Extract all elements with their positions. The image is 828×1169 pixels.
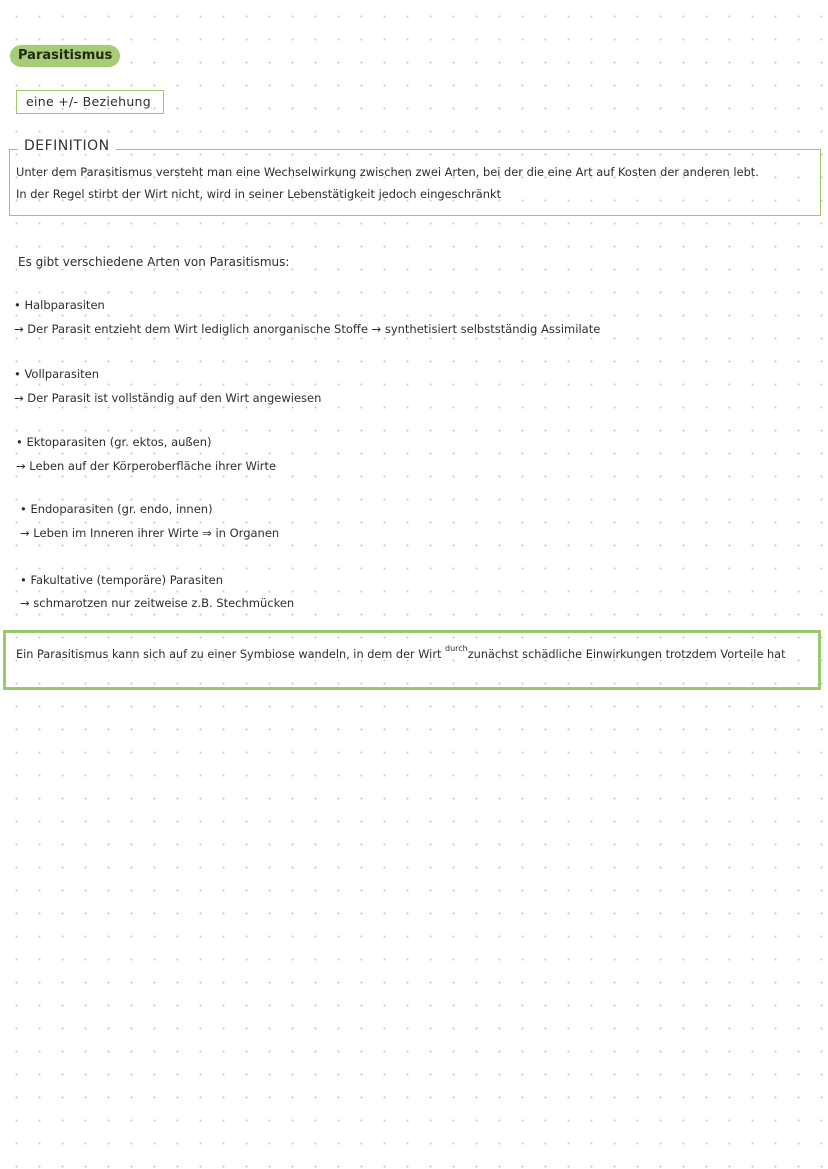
type-description: → Leben auf der Körperoberfläche ihrer Wirte — [16, 459, 277, 473]
intro-text: Es gibt verschiedene Arten von Parasitismus: — [18, 255, 290, 269]
definition-line: In der Regel stirbt der Wirt nicht, wird in seiner Lebenstätigkeit jedoch eingeschränkt — [16, 187, 502, 201]
type-name: • Ektoparasiten (gr. ektos, außen) — [16, 435, 212, 449]
summary-text-start: Ein Parasitismus kann sich auf zu einer Symbiose wandeln, in dem der Wirt — [16, 648, 445, 661]
definition-line: Unter dem Parasitismus versteht man eine Wechselwirkung zwischen zwei Arten, bei der die eine Art auf Kosten der anderen lebt. — [16, 165, 759, 179]
type-description: → Der Parasit ist vollständig auf den Wirt angewiesen — [14, 391, 322, 405]
type-description: → Leben im Inneren ihrer Wirte ⇒ in Organen — [20, 526, 280, 540]
summary-insertion: durch — [445, 644, 468, 653]
type-description: → schmarotzen nur zeitweise z.B. Stechmücken — [20, 596, 295, 610]
page-title: Parasitismus — [10, 45, 120, 67]
type-name: • Vollparasiten — [14, 367, 100, 381]
definition-text — [16, 161, 822, 205]
definition-label: DEFINITION — [18, 138, 116, 154]
type-name: • Endoparasiten (gr. endo, innen) — [20, 502, 213, 516]
type-description: → Der Parasit entzieht dem Wirt lediglich anorganische Stoffe → synthetisiert selbstständig Assimilate — [14, 322, 601, 336]
type-name: • Halbparasiten — [14, 298, 105, 312]
summary-text-end: zunächst schädliche Einwirkungen trotzdem Vorteile hat — [467, 648, 786, 661]
summary-text — [16, 637, 820, 667]
type-name: • Fakultative (temporäre) Parasiten — [20, 573, 224, 587]
relation-tag: eine +/- Beziehung — [16, 90, 164, 114]
